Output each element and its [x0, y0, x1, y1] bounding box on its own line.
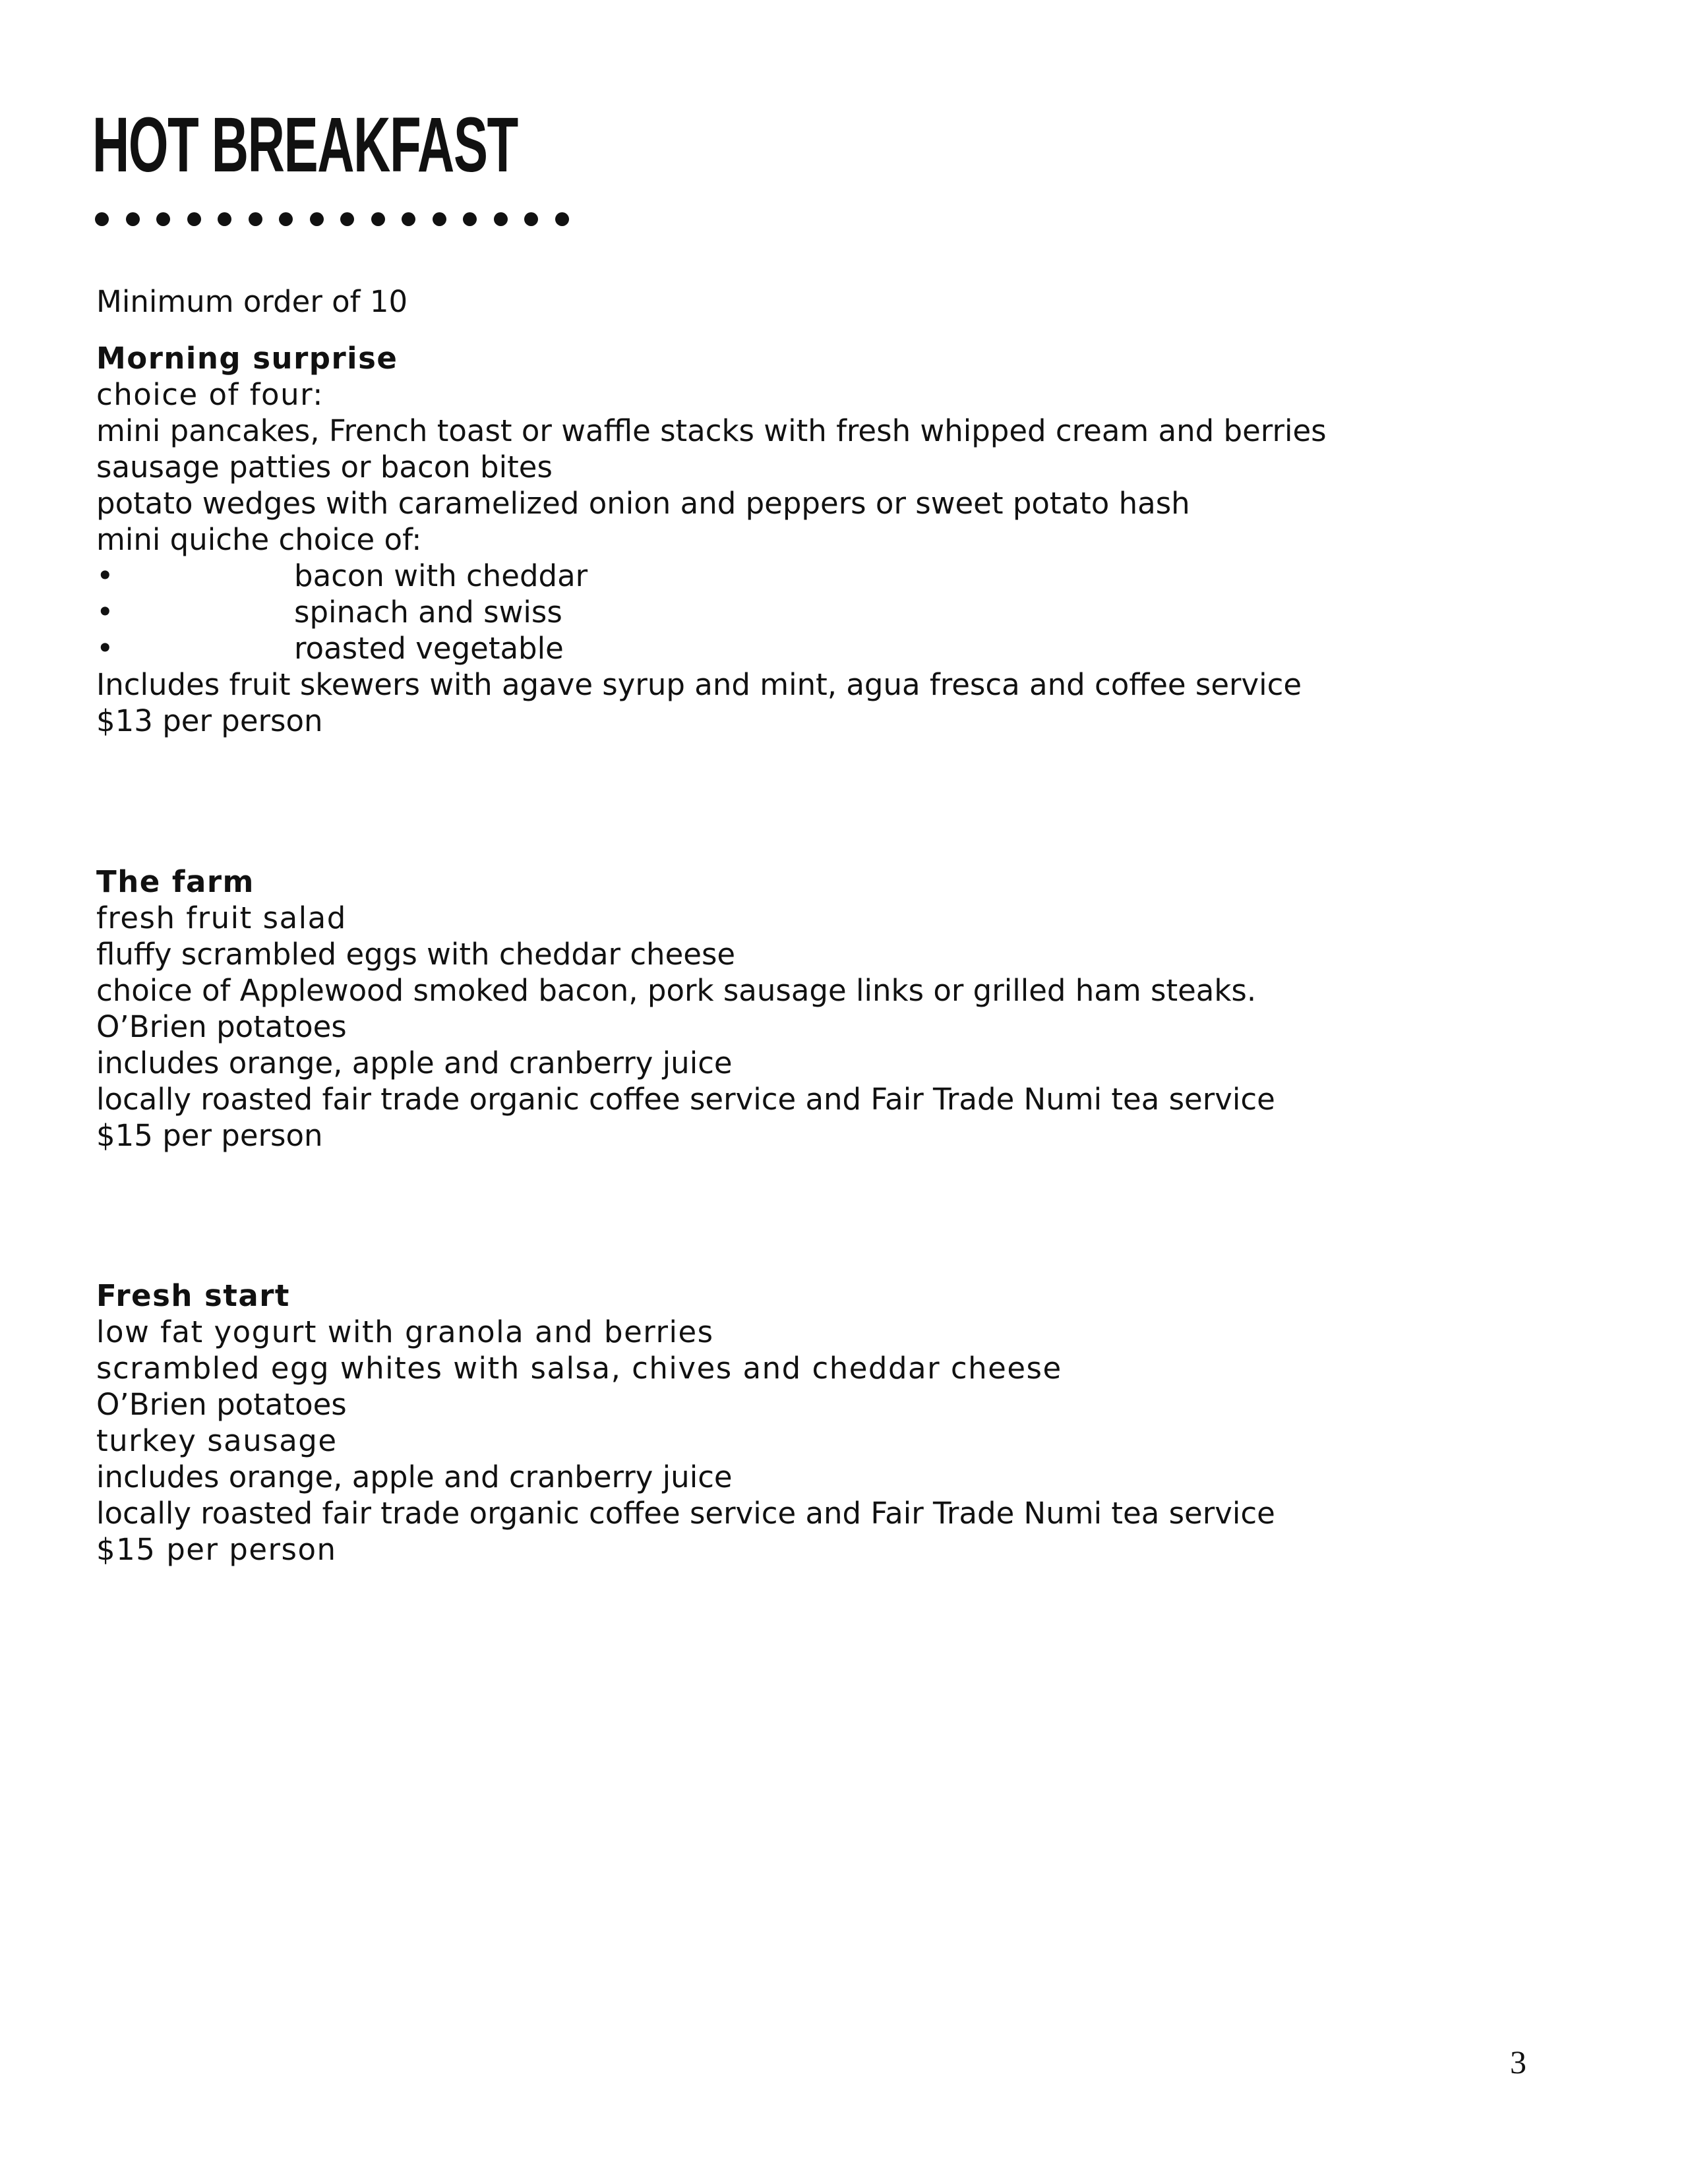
divider-dot: [433, 212, 446, 226]
menu-line: fluffy scrambled eggs with cheddar cheese: [96, 937, 736, 972]
menu-line: O’Brien potatoes: [96, 1009, 347, 1044]
menu-content: [96, 283, 1547, 1568]
divider-dot: [310, 212, 324, 226]
divider-dot: [187, 212, 201, 226]
includes-line: Includes fruit skewers with agave syrup and mint, agua fresca and coffee service: [96, 667, 1302, 702]
divider-dot: [156, 212, 170, 226]
divider-dot: [494, 212, 508, 226]
section-spacer: [96, 1154, 1547, 1278]
menu-line: includes orange, apple and cranberry juice: [96, 1046, 733, 1080]
section-title: Fresh start: [96, 1278, 290, 1313]
dotted-divider: [95, 212, 569, 226]
menu-line: locally roasted fair trade organic coffee service and Fair Trade Numi tea service: [96, 1082, 1275, 1117]
menu-line: includes orange, apple and cranberry juice: [96, 1460, 733, 1494]
menu-line: turkey sausage: [96, 1423, 338, 1458]
quiche-option: [96, 594, 1547, 630]
page-number: 3: [1510, 2044, 1526, 2081]
bullet-icon: •: [96, 631, 114, 666]
menu-line: choice of Applewood smoked bacon, pork sausage links or grilled ham steaks.: [96, 973, 1257, 1008]
minimum-order-note: Minimum order of 10: [96, 284, 408, 319]
divider-dot: [218, 212, 231, 226]
divider-dot: [555, 212, 569, 226]
menu-line: sausage patties or bacon bites: [96, 450, 553, 485]
section-title: The farm: [96, 864, 255, 899]
divider-dot: [249, 212, 262, 226]
price: $15 per person: [96, 1532, 337, 1567]
quiche-option-label: spinach and swiss: [294, 595, 562, 630]
menu-line: choice of four:: [96, 377, 324, 412]
divider-dot: [463, 212, 477, 226]
menu-line: mini quiche choice of:: [96, 522, 422, 557]
quiche-option: [96, 630, 1547, 666]
divider-dot: [126, 212, 140, 226]
menu-line: low fat yogurt with granola and berries: [96, 1314, 714, 1349]
menu-line: fresh fruit salad: [96, 900, 347, 935]
quiche-option: [96, 558, 1547, 594]
divider-dot: [371, 212, 385, 226]
menu-line: locally roasted fair trade organic coffee service and Fair Trade Numi tea service: [96, 1496, 1275, 1531]
section-title: Morning surprise: [96, 341, 398, 376]
divider-dot: [524, 212, 538, 226]
menu-line: scrambled egg whites with salsa, chives and cheddar cheese: [96, 1351, 1062, 1386]
menu-line: O’Brien potatoes: [96, 1387, 347, 1422]
price: $15 per person: [96, 1118, 323, 1153]
divider-dot: [340, 212, 354, 226]
bullet-icon: •: [96, 558, 114, 593]
price: $13 per person: [96, 703, 323, 738]
menu-line: potato wedges with caramelized onion and peppers or sweet potato hash: [96, 486, 1190, 521]
divider-dot: [402, 212, 415, 226]
divider-dot: [279, 212, 293, 226]
quiche-option-label: bacon with cheddar: [294, 558, 588, 593]
section-spacer: [96, 739, 1547, 864]
menu-section-morning-surprise: [96, 340, 1547, 739]
page-title: HOT BREAKFAST: [92, 102, 518, 189]
menu-line: mini pancakes, French toast or waffle stacks with fresh whipped cream and berries: [96, 413, 1327, 448]
menu-section-the-farm: [96, 864, 1547, 1154]
bullet-icon: •: [96, 595, 114, 630]
divider-dot: [95, 212, 109, 226]
quiche-option-label: roasted vegetable: [294, 631, 564, 666]
menu-section-fresh-start: [96, 1278, 1547, 1568]
